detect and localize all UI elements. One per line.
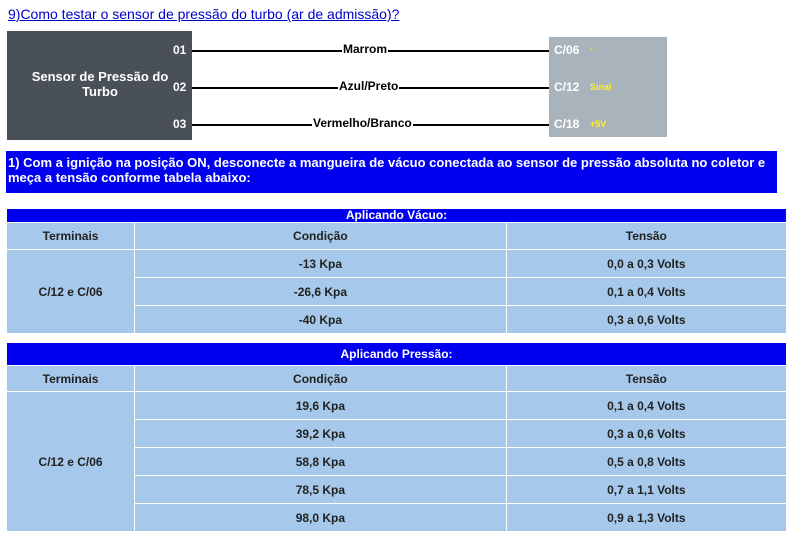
voltage-cell: 0,1 a 0,4 Volts [507, 278, 786, 305]
pressure-table [6, 342, 787, 532]
terminals-cell: C/12 e C/06 [7, 250, 134, 333]
table-row [7, 250, 786, 277]
instruction-text: 1) Com a ignição na posição ON, desconecte a mangueira de vácuo conectada ao sensor de pressão absoluta no coletor e meça a tensão conforme tabela abaixo: [6, 151, 777, 193]
table-row [7, 392, 786, 419]
header-condicao: Condição [135, 223, 505, 249]
condition-cell: 78,5 Kpa [135, 476, 505, 503]
wire-label-vermelho-branco: Vermelho/Branco [313, 116, 412, 130]
terminal-c06: C/06 [554, 43, 580, 57]
voltage-cell: 0,3 a 0,6 Volts [507, 306, 786, 333]
condition-cell: 19,6 Kpa [135, 392, 505, 419]
signal-sinal: Sinal [590, 82, 612, 92]
sensor-label: Sensor de Pressão do Turbo [31, 69, 169, 99]
condition-cell: 39,2 Kpa [135, 420, 505, 447]
condition-cell: 98,0 Kpa [135, 504, 505, 531]
wire-label-azul-preto: Azul/Preto [339, 79, 399, 93]
page-title-link[interactable]: 9)Como testar o sensor de pressão do turbo (ar de admissão)? [8, 6, 400, 22]
pressure-table-title: Aplicando Pressão: [7, 343, 786, 365]
header-condicao: Condição [135, 366, 505, 391]
terminal-c18: C/18 [554, 117, 580, 131]
terminal-c12: C/12 [554, 80, 580, 94]
voltage-cell: 0,0 a 0,3 Volts [507, 250, 786, 277]
voltage-cell: 0,3 a 0,6 Volts [507, 420, 786, 447]
signal-ground: - [590, 44, 593, 54]
header-tensao: Tensão [507, 366, 786, 391]
voltage-cell: 0,9 a 1,3 Volts [507, 504, 786, 531]
wiring-diagram [7, 31, 667, 140]
voltage-cell: 0,5 a 0,8 Volts [507, 448, 786, 475]
condition-cell: 58,8 Kpa [135, 448, 505, 475]
voltage-cell: 0,1 a 0,4 Volts [507, 392, 786, 419]
terminals-cell: C/12 e C/06 [7, 392, 134, 531]
voltage-cell: 0,7 a 1,1 Volts [507, 476, 786, 503]
sensor-box [7, 31, 192, 140]
pin-02: 02 [173, 80, 187, 94]
condition-cell: -40 Kpa [135, 306, 505, 333]
header-terminais: Terminais [7, 223, 134, 249]
vacuum-table-title: Aplicando Vácuo: [7, 209, 786, 222]
pin-03: 03 [173, 117, 187, 131]
pin-01: 01 [173, 43, 187, 57]
vacuum-table [6, 208, 787, 334]
header-tensao: Tensão [507, 223, 786, 249]
header-terminais: Terminais [7, 366, 134, 391]
signal-5v: +5V [590, 119, 607, 129]
wire-label-marrom: Marrom [343, 42, 388, 56]
condition-cell: -13 Kpa [135, 250, 505, 277]
condition-cell: -26,6 Kpa [135, 278, 505, 305]
